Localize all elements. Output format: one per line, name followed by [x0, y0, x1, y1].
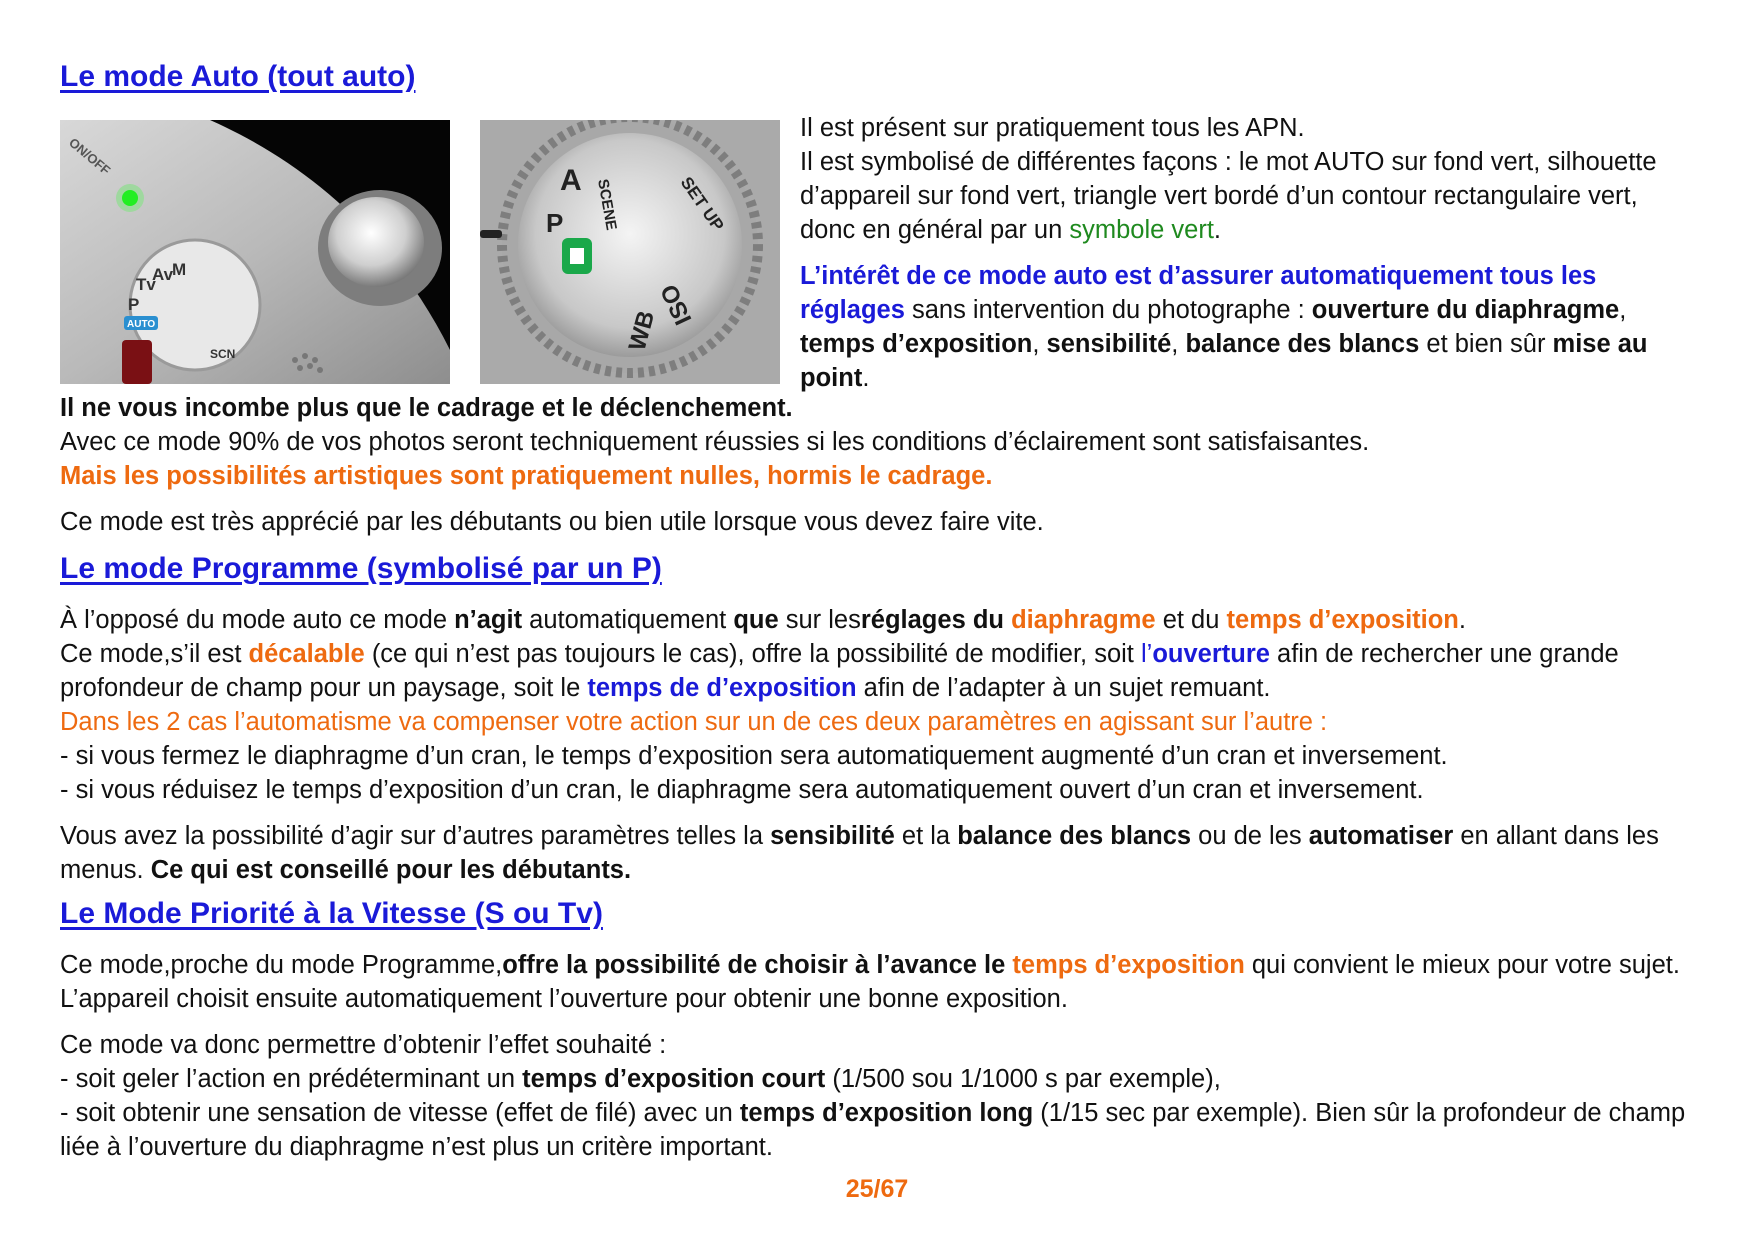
programme-bullet-2: - si vous réduisez le temps d’exposition d’un cran, le diaphragme sera automatiquement ouvert d’un cran et inversement. — [60, 776, 1424, 804]
auto-beginners: Ce mode est très apprécié par les débutants ou bien utile lorsque vous devez faire vite. — [60, 508, 1044, 536]
programme-body — [60, 603, 1710, 887]
auto-interest: L’intérêt de ce mode auto est d’assurer automatiquement tous les réglages sans intervention du photographe : ouverture du diaphragme, temps d’exposition, sensibilité, balance des blancs et bien sûr mise au point. — [800, 262, 1648, 392]
dial-auto-label: AUTO — [127, 319, 156, 330]
speed-effect-short: - soit geler l’action en prédéterminant un temps d’exposition court (1/500 sou 1/1000 s par exemple), — [60, 1065, 1221, 1093]
dial-p-label: P — [128, 295, 140, 314]
programme-bullet-1: - si vous fermez le diaphragme d’un cran, le temps d’exposition sera automatiquement augmenté d’un cran et inversement. — [60, 742, 1448, 770]
auto-description-column — [800, 111, 1700, 395]
green-symbol-text: symbole vert — [1069, 216, 1214, 244]
speed-paragraph-1: Ce mode,proche du mode Programme,offre la possibilité de choisir à l’avance le temps d’exposition qui convient le mieux pour votre sujet. L’appareil choisit ensuite automatiquement l’ouverture pour obtenir une bonne exposition. — [60, 951, 1680, 1013]
dial-tv-label: Tv — [136, 275, 156, 294]
speed-effect-long: - soit obtenir une sensation de vitesse (effet de filé) avec un temps d’exposition long (1/15 sec par exemple). Bien sûr la profondeur de champ liée à l’ouverture du diaphragme n’est plus un critère important. — [60, 1099, 1686, 1161]
dial-m-label: M — [172, 260, 187, 279]
page-number: 25/67 — [845, 1175, 909, 1203]
onoff-label: ON/OFF — [66, 134, 114, 178]
auto-ninety-percent: Avec ce mode 90% de vos photos seront techniquement réussies si les conditions d’éclairement sont satisfaisantes. — [60, 428, 1370, 456]
dial-scene-label: SCENE — [594, 177, 620, 232]
programme-compensate: Dans les 2 cas l’automatisme va compenser votre action sur un de ces deux paramètres en agissant sur l’autre : — [60, 708, 1328, 736]
programme-other-params: Vous avez la possibilité d’agir sur d’autres paramètres telles la sensibilité et la balance des blancs ou de les automatiser en allant dans les menus. Ce qui est conseillé pour les débutants. — [60, 822, 1659, 884]
heading-mode-speed-priority: Le Mode Priorité à la Vitesse (S ou Tv) — [60, 897, 603, 930]
speed-effect-intro: Ce mode va donc permettre d’obtenir l’effet souhaité : — [60, 1031, 667, 1059]
dial-iso-label: ISO — [655, 279, 698, 329]
programme-line-1: À l’opposé du mode auto ce mode n’agit automatiquement que sur lesréglages du diaphragme et du temps d’exposition. — [60, 606, 1466, 634]
auto-intro-1: Il est présent sur pratiquement tous les APN. — [800, 114, 1305, 142]
auto-intro-2: Il est symbolisé de différentes façons : le mot AUTO sur fond vert, silhouette d’appareil sur fond vert, triangle vert bordé d’un contour rectangulaire vert, donc en général par un symbole vert. — [800, 148, 1657, 244]
auto-details — [60, 391, 1710, 539]
mode-dial-closeup-photo — [480, 120, 780, 384]
dial-av-label: Av — [152, 265, 174, 284]
heading-mode-auto: Le mode Auto (tout auto) — [60, 60, 416, 93]
speed-priority-body — [60, 948, 1710, 1164]
dial-setup-label: SET UP — [676, 173, 728, 235]
camera-top-image — [60, 120, 450, 384]
auto-artistic-limits: Mais les possibilités artistiques sont pratiquement nulles, hormis le cadrage. — [60, 462, 993, 490]
camera-mode-dial-photo — [60, 120, 450, 384]
heading-mode-programme: Le mode Programme (symbolisé par un P) — [60, 552, 662, 585]
dial-a-label: A — [560, 164, 582, 197]
auto-only-framing: Il ne vous incombe plus que le cadrage et le déclenchement. — [60, 394, 793, 422]
mode-dial-image — [480, 120, 780, 384]
dial-p-mode-label: P — [546, 208, 564, 238]
programme-line-2: Ce mode,s’il est décalable (ce qui n’est pas toujours le cas), offre la possibilité de modifier, soit l’ouverture afin de rechercher une grande profondeur de champ pour un paysage, soit le temps de d’exposition afin de l’adapter à un sujet remuant. — [60, 640, 1619, 702]
dial-wb-label: WB — [623, 307, 661, 354]
dial-scn-label: SCN — [210, 347, 236, 361]
